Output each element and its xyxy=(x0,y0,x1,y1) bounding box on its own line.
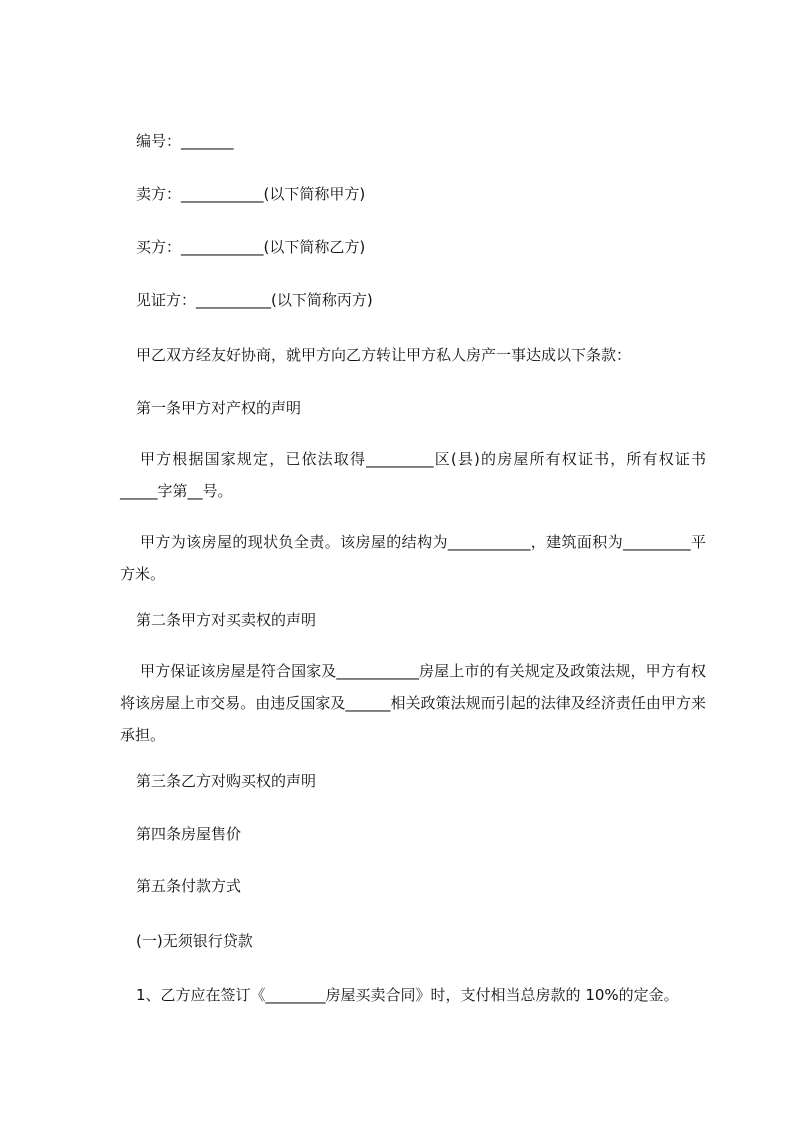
article5-heading: 第五条付款方式 xyxy=(136,877,242,895)
intro-paragraph: 甲乙双方经友好协商，就甲方向乙方转让甲方私人房产一事达成以下条款： xyxy=(136,346,632,364)
witness-field: 见证方：__________(以下简称丙方) xyxy=(136,291,373,309)
article1-paragraph-2: 甲方为该房屋的现状负全责。该房屋的结构为___________，建筑面积为_________平方米。 xyxy=(120,533,706,583)
article1-paragraph-1: 甲方根据国家规定，已依法取得_________区(县)的房屋所有权证书，所有权证书_____字第__号。 xyxy=(120,450,706,500)
article2-heading: 第二条甲方对买卖权的声明 xyxy=(136,611,317,629)
article5-item-1: 1、乙方应在签订《________房屋买卖合同》时，支付相当总房款的 10%的定金。 xyxy=(136,986,679,1004)
article4-heading: 第四条房屋售价 xyxy=(136,825,242,843)
article5-subsection-1: (一)无须银行贷款 xyxy=(136,932,253,950)
buyer-field: 买方：___________(以下简称乙方) xyxy=(136,238,366,256)
article2-paragraph-1: 甲方保证该房屋是符合国家及___________房屋上市的有关规定及政策法规，甲方有权将该房屋上市交易。由违反国家及______相关政策法规而引起的法律及经济责任由甲方来承担。 xyxy=(120,662,706,744)
seller-field: 卖方：___________(以下简称甲方) xyxy=(136,185,366,203)
article3-heading: 第三条乙方对购买权的声明 xyxy=(136,772,317,790)
article1-heading: 第一条甲方对产权的声明 xyxy=(136,399,302,417)
contract-number-field: 编号：_______ xyxy=(136,132,234,150)
